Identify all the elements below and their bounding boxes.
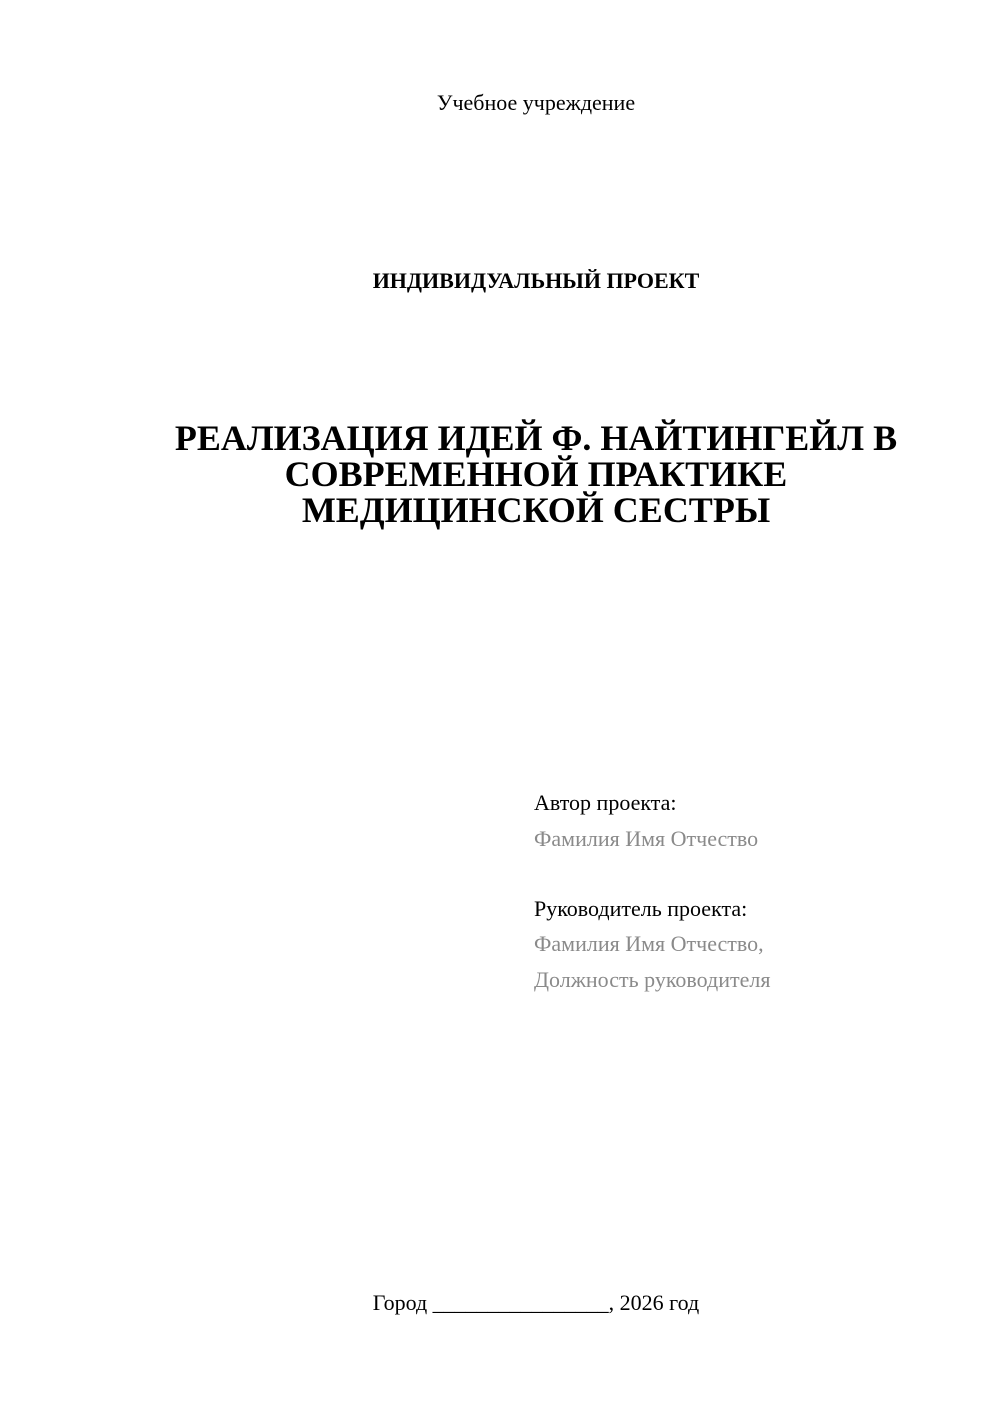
author-name: Фамилия Имя Отчество: [534, 826, 759, 851]
supervisor-name: Фамилия Имя Отчество,: [534, 931, 764, 956]
project-title-line-3: МЕДИЦИНСКОЙ СЕСТРЫ: [301, 490, 771, 530]
project-title: [0, 420, 1000, 528]
supervisor-position: Должность руководителя: [534, 967, 771, 992]
project-type-heading: ИНДИВИДУАЛЬНЫЙ ПРОЕКТ: [372, 268, 700, 293]
supervisor-label: Руководитель проекта:: [534, 896, 748, 921]
project-title-line-2: СОВРЕМЕННОЙ ПРАКТИКЕ: [284, 454, 788, 494]
institution-name: Учебное учреждение: [436, 90, 636, 115]
project-title-line-1: РЕАЛИЗАЦИЯ ИДЕЙ Ф. НАЙТИНГЕЙЛ В: [174, 418, 898, 458]
author-label: Автор проекта:: [534, 790, 677, 815]
city-year-line: Город ________________, 2026 год: [372, 1290, 700, 1315]
